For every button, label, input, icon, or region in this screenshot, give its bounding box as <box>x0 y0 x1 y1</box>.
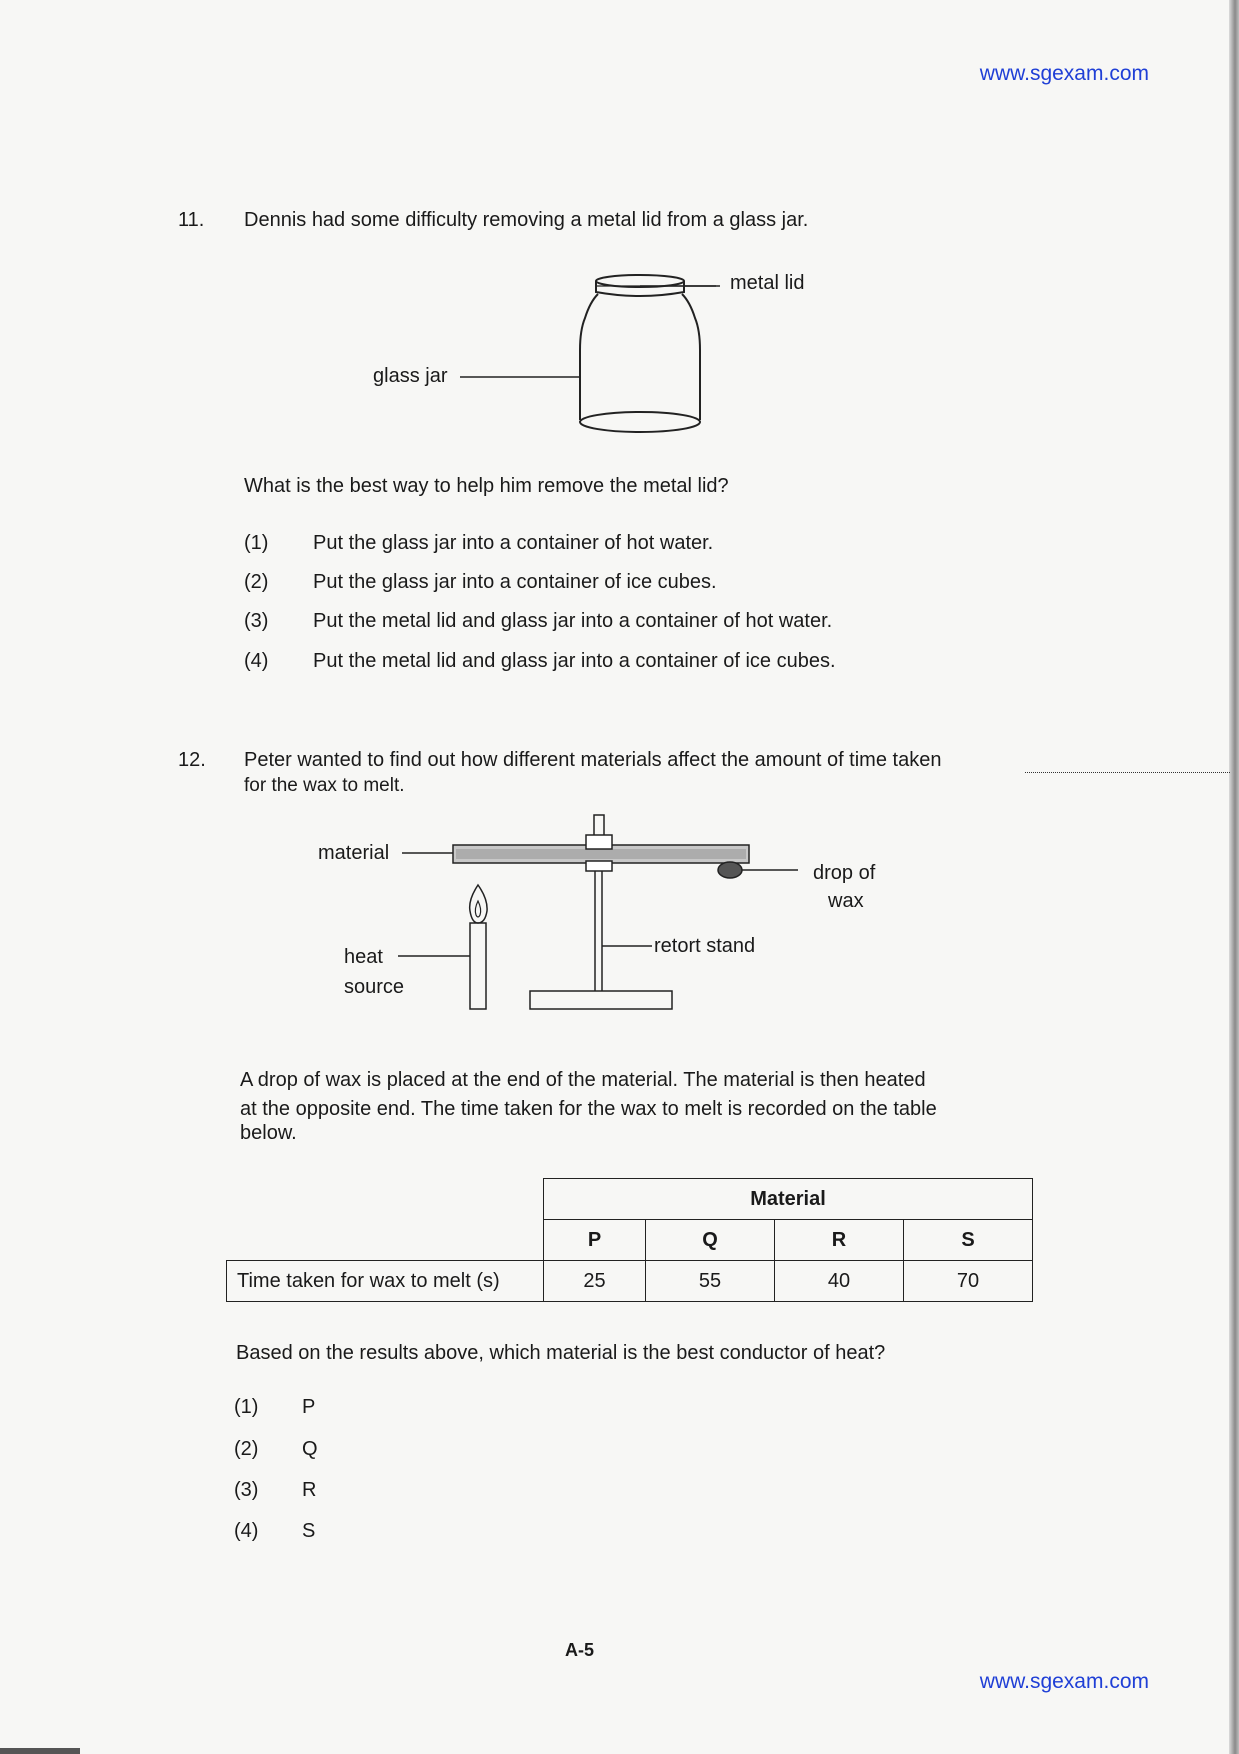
page-edge-mark <box>0 1748 80 1754</box>
q12-paragraph-line3: below. <box>240 1122 297 1144</box>
header-link[interactable]: www.sgexam.com <box>979 62 1149 85</box>
q11-option-1-number[interactable]: (1) <box>244 532 269 554</box>
q11-option-4-text: Put the metal lid and glass jar into a container of ice cubes. <box>313 650 836 672</box>
table-column-header: P <box>544 1220 646 1261</box>
q12-option-3-text: R <box>302 1479 317 1501</box>
q11-question: What is the best way to help him remove the metal lid? <box>244 475 729 497</box>
table-corner <box>227 1179 544 1220</box>
q12-option-3-number[interactable]: (3) <box>234 1479 259 1501</box>
table-cell: 40 <box>775 1261 904 1302</box>
table-column-header: S <box>904 1220 1033 1261</box>
q11-option-1-text: Put the glass jar into a container of hot water. <box>313 532 714 554</box>
jar-leader-line <box>460 375 580 379</box>
label-heat: heat <box>344 946 383 968</box>
table-column-header: R <box>775 1220 904 1261</box>
q12-option-2-text: Q <box>302 1438 318 1460</box>
q12-option-2-number[interactable]: (2) <box>234 1438 259 1460</box>
q12-paragraph-line1: A drop of wax is placed at the end of the material. The material is then heated <box>240 1069 926 1091</box>
footer-link[interactable]: www.sgexam.com <box>979 1670 1149 1693</box>
label-retort-stand: retort stand <box>654 935 756 957</box>
table-corner-2 <box>227 1220 544 1261</box>
q12-option-4-number[interactable]: (4) <box>234 1520 259 1542</box>
table-cell: 55 <box>646 1261 775 1302</box>
q12-option-4-text: S <box>302 1520 316 1542</box>
table-group-header: Material <box>544 1179 1033 1220</box>
label-wax: wax <box>828 890 864 912</box>
table-row-label: Time taken for wax to melt (s) <box>227 1261 544 1302</box>
lid-leader-line-2 <box>640 284 720 288</box>
page-edge-shadow <box>1229 0 1239 1754</box>
q12-stem-line2: for the wax to melt. <box>244 775 405 796</box>
table-column-header: Q <box>646 1220 775 1261</box>
conduction-experiment-diagram <box>380 805 830 1015</box>
q11-option-4-number[interactable]: (4) <box>244 650 269 672</box>
q12-stem-line1: Peter wanted to find out how different materials affect the amount of time taken <box>244 749 942 771</box>
q12-question: Based on the results above, which material is the best conductor of heat? <box>236 1342 886 1364</box>
q12-number: 12. <box>178 749 206 771</box>
q11-stem: Dennis had some difficulty removing a metal lid from a glass jar. <box>244 209 809 231</box>
label-drop-of: drop of <box>813 862 876 884</box>
q12-option-1-text: P <box>302 1396 316 1418</box>
label-source: source <box>344 976 405 998</box>
results-table <box>226 1178 1033 1302</box>
q11-option-2-text: Put the glass jar into a container of ice cubes. <box>313 571 717 593</box>
q11-option-3-number[interactable]: (3) <box>244 610 269 632</box>
q11-option-3-text: Put the metal lid and glass jar into a container of hot water. <box>313 610 833 632</box>
q11-number: 11. <box>178 209 205 231</box>
q11-option-2-number[interactable]: (2) <box>244 571 269 593</box>
label-metal-lid: metal lid <box>730 272 805 294</box>
page-number: A-5 <box>565 1640 595 1660</box>
jar-diagram <box>540 270 740 440</box>
table-cell: 70 <box>904 1261 1033 1302</box>
dotted-line <box>1025 772 1230 773</box>
label-glass-jar: glass jar <box>373 365 448 387</box>
q12-option-1-number[interactable]: (1) <box>234 1396 259 1418</box>
q12-paragraph-line2: at the opposite end. The time taken for the wax to melt is recorded on the table <box>240 1098 937 1120</box>
label-material: material <box>318 842 390 864</box>
table-cell: 25 <box>544 1261 646 1302</box>
